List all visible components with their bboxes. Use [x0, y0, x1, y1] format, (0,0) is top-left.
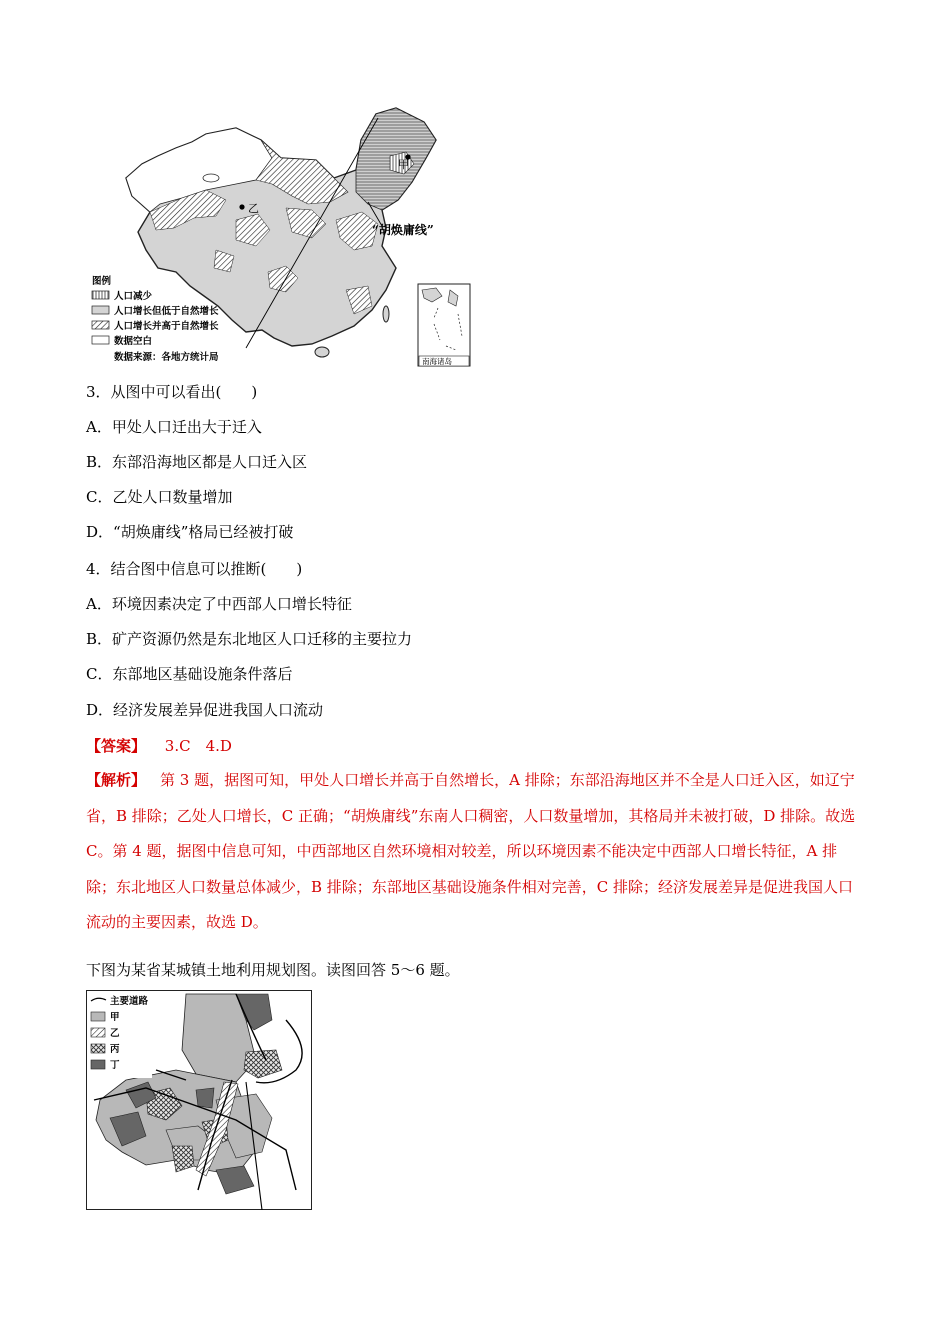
q3-option-b: B．东部沿海地区都是人口迁入区	[86, 453, 308, 471]
q4-option-d: D．经济发展差异促进我国人口流动	[86, 701, 324, 719]
legend-road: 主要道路	[110, 996, 149, 1007]
legend-bing: 丙	[110, 1044, 120, 1055]
q4-option-b: B．矿产资源仍然是东北地区人口迁移的主要拉力	[86, 630, 413, 648]
label-jia: 甲	[398, 158, 409, 171]
legend-item-decrease: 人口减少	[114, 291, 153, 302]
legend-yi: 乙	[110, 1028, 120, 1039]
q3-stem: 3．从图中可以看出( )	[86, 383, 258, 401]
intro-q5-6: 下图为某省某城镇土地利用规划图。读图回答 5～6 题。	[86, 961, 460, 979]
yi-point	[239, 204, 244, 209]
legend-item-above-natural: 人口增长并高于自然增长	[114, 321, 219, 332]
legend-item-below-natural: 人口增长但低于自然增长	[114, 306, 219, 317]
south-china-sea-inset	[418, 284, 470, 366]
answer-line	[86, 736, 232, 756]
q4-stem: 4．结合图中信息可以推断( )	[86, 560, 303, 578]
legend-jia: 甲	[110, 1012, 120, 1023]
answer-text: 3.C 4.D	[164, 737, 232, 755]
inset-label: 南海诸岛	[422, 357, 452, 366]
hu-line-callout: “胡焕庸线”	[372, 223, 434, 237]
data-source: 数据来源：各地方统计局	[114, 352, 219, 363]
analysis-tag: 【解析】	[86, 771, 147, 789]
analysis-paragraph	[86, 763, 866, 941]
china-population-map	[86, 100, 478, 370]
legend-item-blank: 数据空白	[114, 336, 153, 347]
q3-option-a: A．甲处人口迁出大于迁入	[86, 418, 262, 436]
legend-title: 图例	[92, 276, 112, 287]
legend-ding: 丁	[110, 1060, 120, 1071]
q3-option-d: D．“胡焕庸线”格局已经被打破	[86, 523, 294, 541]
map2-legend	[88, 992, 152, 1078]
land-use-map	[86, 990, 312, 1210]
answer-tag: 【答案】	[86, 737, 147, 755]
label-yi: 乙	[248, 202, 259, 215]
q4-option-c: C．东部地区基础设施条件落后	[86, 665, 293, 683]
q4-option-a: A．环境因素决定了中西部人口增长特征	[86, 595, 352, 613]
q3-option-c: C．乙处人口数量增加	[86, 488, 233, 506]
analysis-text: 第 3 题，据图可知，甲处人口增长并高于自然增长，A 排除；东部沿海地区并不全是人口迁入区，如辽宁省，B 排除；乙处人口增长，C 正确；“胡焕庸线”东南人口稠密，人口数量增加，其格局并未被打破，D 排除。故选 C。第 4 题，据图中信息可知，中西部地区自然环境相对较差，所以环境因素不能决定中西部人口增长特征，A 排除；东北地区人口数量总体减少，B 排除；东部地区基础设施条件相对完善，C 排除；经济发展差异是促进我国人口流动的主要因素，故选 D。	[86, 771, 856, 931]
